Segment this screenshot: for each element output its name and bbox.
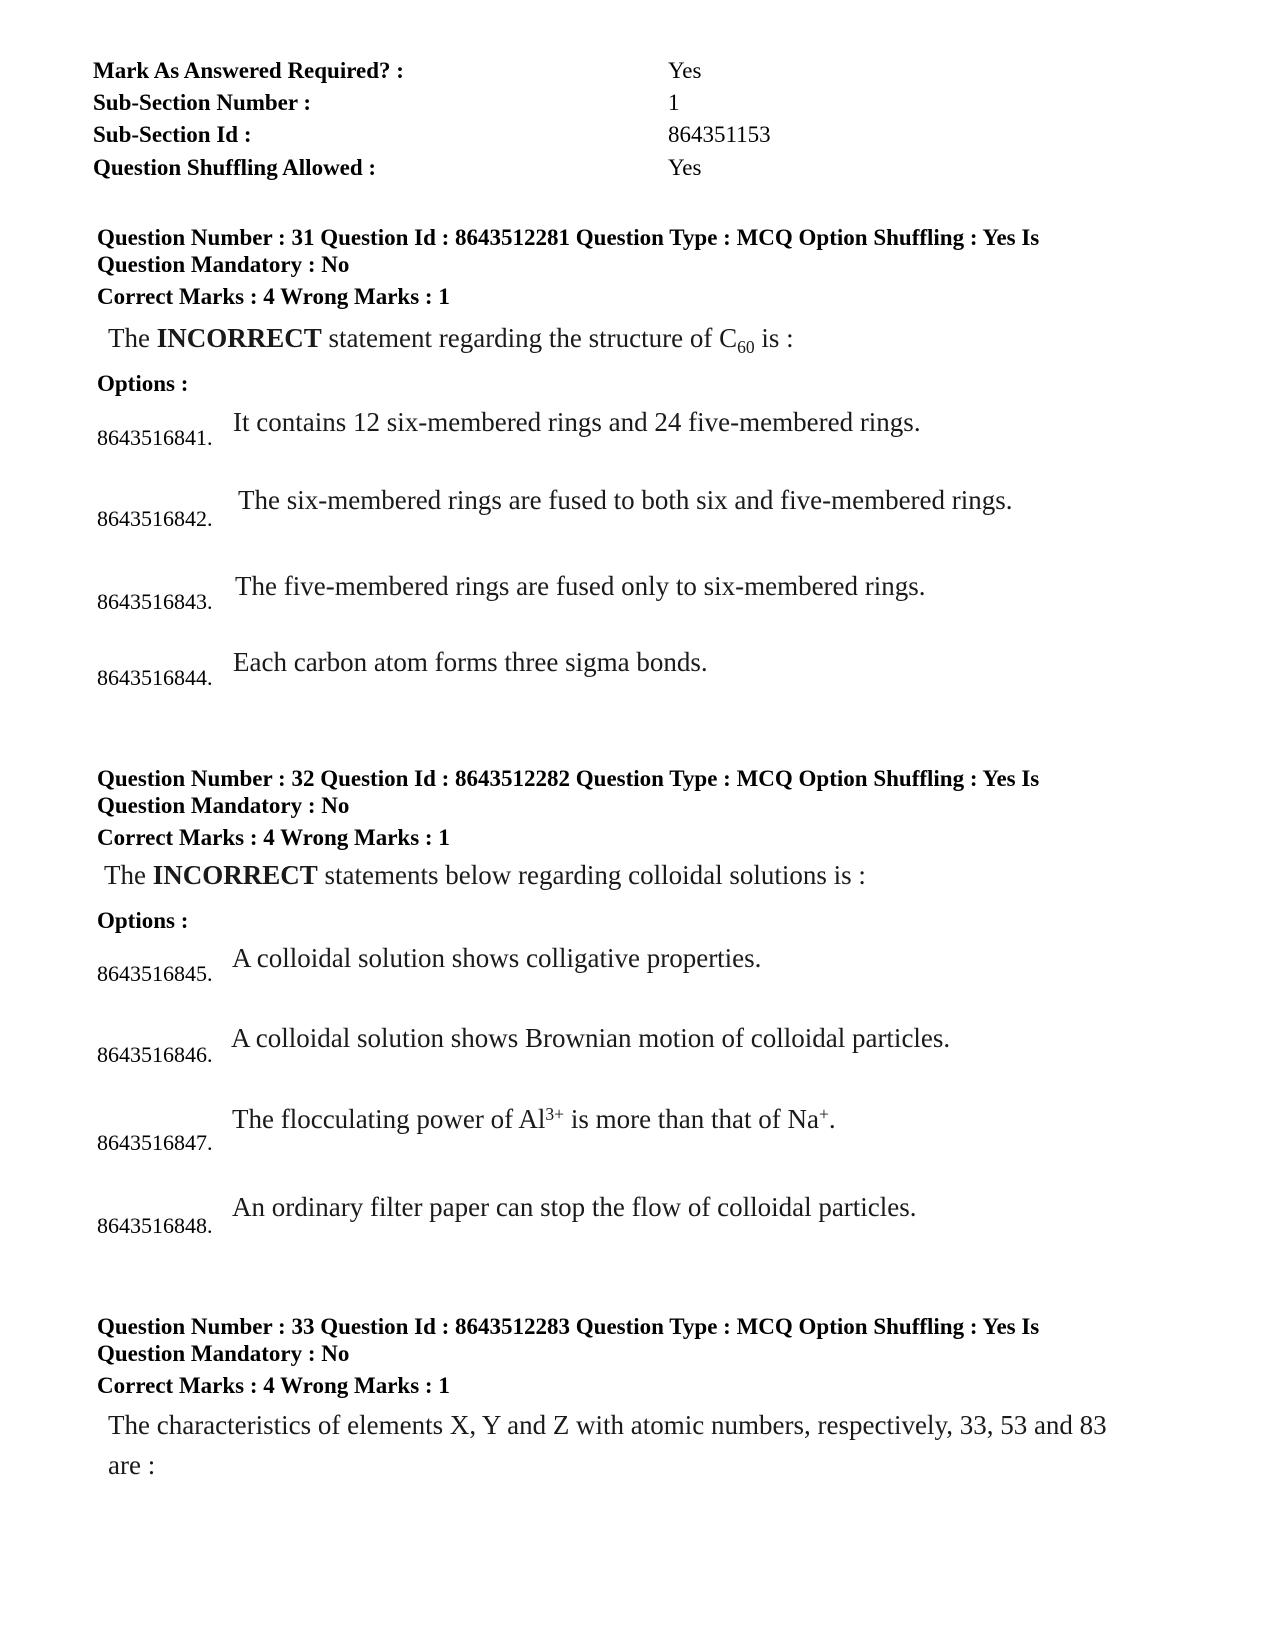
meta-value-sub-section-number: 1 [668,90,680,115]
question-stem [108,323,794,358]
option-text: The six-membered rings are fused to both six and five-membered rings. [238,485,1013,515]
stem-text-post: statement regarding the structure of C [321,323,738,353]
meta-label-mark-as-answered: Mark As Answered Required? : [93,58,404,83]
option-superscript: + [819,1104,829,1125]
question-marks: Correct Marks : 4 Wrong Marks : 1 [97,284,450,309]
meta-label-sub-section-id: Sub-Section Id : [93,122,252,147]
option-text: An ordinary filter paper can stop the flow of colloidal particles. [232,1192,917,1222]
meta-value-mark-as-answered: Yes [668,58,702,83]
question-stem-line1: The characteristics of elements X, Y and Z with atomic numbers, respectively, 33, 53 and 83 [108,1410,1107,1440]
option-id: 8643516843. [97,589,213,614]
option-text: A colloidal solution shows Brownian motion of colloidal particles. [231,1023,951,1053]
question-header-line1: Question Number : 32 Question Id : 8643512282 Question Type : MCQ Option Shuffling : Yes Is [97,766,1040,791]
option-superscript: 3+ [545,1104,565,1125]
option-id: 8643516842. [97,506,213,531]
option-text: A colloidal solution shows colligative properties. [232,943,762,973]
stem-text-pre: The [104,860,153,890]
option-text-end: . [828,1104,836,1134]
meta-label-question-shuffling: Question Shuffling Allowed : [93,155,377,180]
option-text-pre: The flocculating power of Al [232,1104,546,1134]
question-marks: Correct Marks : 4 Wrong Marks : 1 [97,825,450,850]
option-text [232,1104,836,1135]
question-marks: Correct Marks : 4 Wrong Marks : 1 [97,1373,450,1398]
stem-text-pre: The [108,323,157,353]
question-stem-line2: are : [108,1450,156,1480]
option-id: 8643516848. [97,1213,213,1238]
option-text: The five-membered rings are fused only to six-membered rings. [235,571,926,601]
stem-emphasis: INCORRECT [156,323,322,353]
question-header-line2: Question Mandatory : No [97,793,350,818]
option-text: Each carbon atom forms three sigma bonds. [233,647,708,677]
question-header-line1: Question Number : 33 Question Id : 8643512283 Question Type : MCQ Option Shuffling : Yes Is [97,1314,1040,1339]
question-stem [104,860,866,891]
option-id: 8643516844. [97,665,213,690]
option-id: 8643516846. [97,1042,213,1067]
stem-text-post: statements below regarding colloidal solutions is : [317,860,866,890]
options-label: Options : [97,371,189,396]
option-text: It contains 12 six-membered rings and 24 five-membered rings. [233,407,921,437]
question-header-line2: Question Mandatory : No [97,1341,350,1366]
meta-value-question-shuffling: Yes [668,155,702,180]
stem-subscript: 60 [737,337,755,358]
stem-emphasis: INCORRECT [152,860,318,890]
stem-text-tail: is : [754,323,794,353]
question-header-line2: Question Mandatory : No [97,252,350,277]
option-id: 8643516845. [97,961,213,986]
option-id: 8643516847. [97,1130,213,1155]
option-id: 8643516841. [97,425,213,450]
meta-label-sub-section-number: Sub-Section Number : [93,90,312,115]
option-text-mid: is more than that of Na [564,1104,819,1134]
question-header-line1: Question Number : 31 Question Id : 8643512281 Question Type : MCQ Option Shuffling : Yes Is [97,225,1040,250]
meta-value-sub-section-id: 864351153 [668,122,771,147]
options-label: Options : [97,908,189,933]
